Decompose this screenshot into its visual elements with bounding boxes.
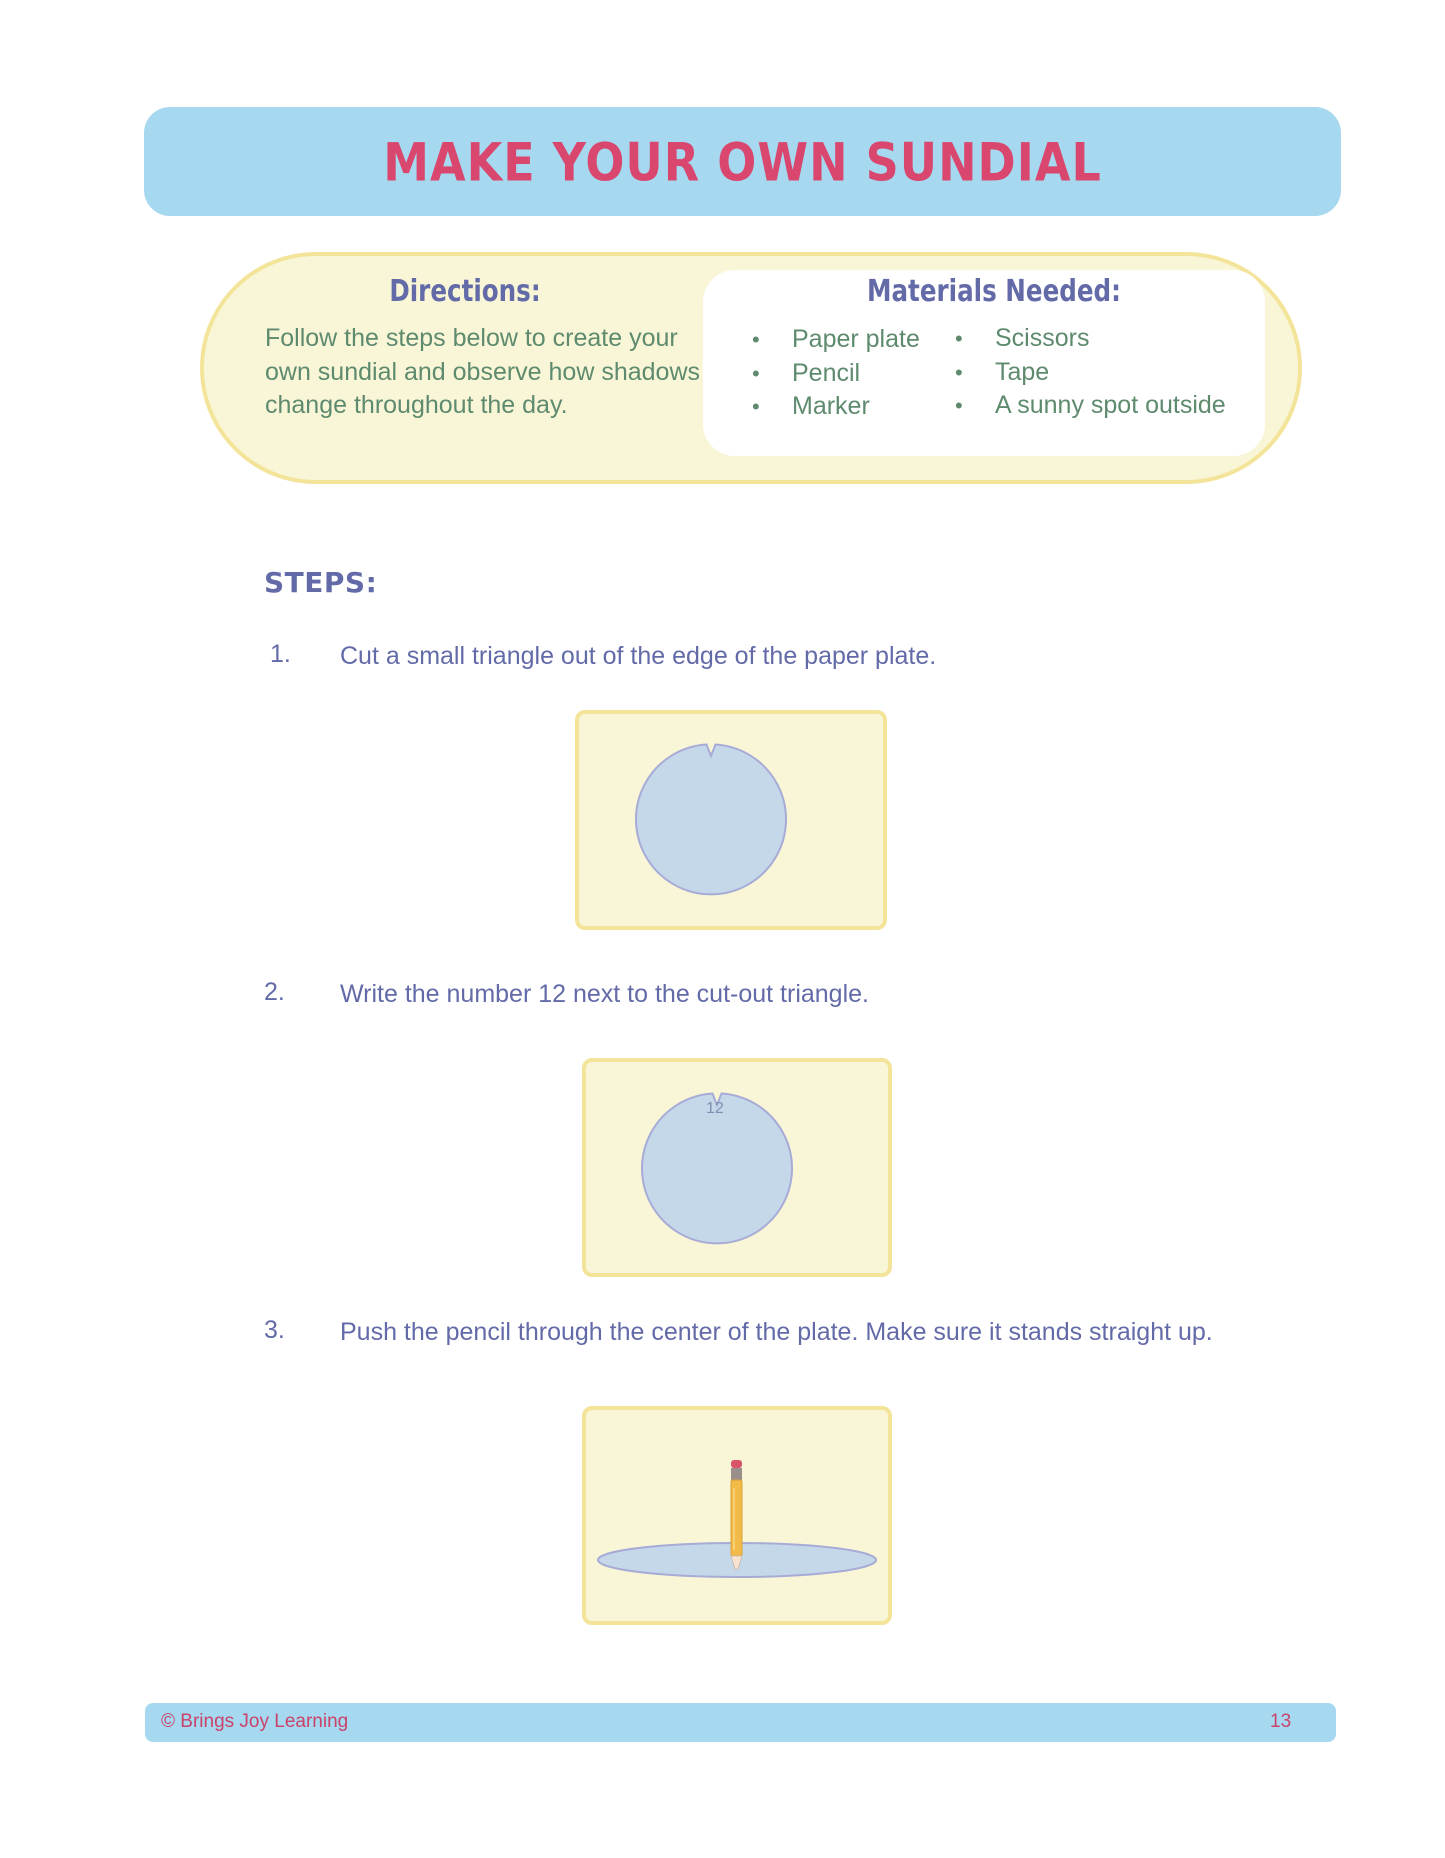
materials-heading: Materials Needed:	[866, 274, 1122, 309]
step-text: Cut a small triangle out of the edge of the paper plate.	[340, 642, 937, 670]
copyright-text: © Brings Joy Learning	[161, 1711, 349, 1732]
page-number: 13	[1270, 1711, 1292, 1732]
page-title: MAKE YOUR OWN SUNDIAL	[383, 130, 1102, 193]
paper-plate-with-12-icon	[586, 1062, 888, 1273]
directions-heading: Directions:	[389, 274, 541, 309]
pencil-icon	[731, 1460, 742, 1569]
materials-list-column-2	[955, 322, 1226, 423]
material-item: • Marker	[752, 390, 920, 424]
step-number: 3.	[264, 1316, 285, 1344]
material-item: • A sunny spot outside	[955, 389, 1226, 423]
step-2-illustration	[582, 1058, 892, 1277]
step-1-illustration	[575, 710, 887, 930]
materials-list-column-1	[752, 323, 920, 424]
step-text: Push the pencil through the center of the plate. Make sure it stands straight up.	[340, 1318, 1213, 1346]
step-number: 1.	[270, 640, 291, 668]
step-3-illustration	[582, 1406, 892, 1625]
steps-heading: STEPS:	[264, 566, 378, 599]
paper-plate-notch-icon	[579, 714, 883, 926]
material-item: • Tape	[955, 356, 1226, 390]
step-text: Write the number 12 next to the cut-out triangle.	[340, 980, 869, 1008]
material-item: • Scissors	[955, 322, 1226, 356]
directions-text: Follow the steps below to create your own sundial and observe how shadows change throughout the day.	[265, 324, 700, 419]
step-number: 2.	[264, 978, 285, 1006]
pencil-through-plate-icon	[586, 1410, 888, 1621]
material-item: • Paper plate	[752, 323, 920, 357]
plate-label-12: 12	[706, 1100, 724, 1117]
material-item: • Pencil	[752, 357, 920, 391]
title-banner	[144, 107, 1341, 216]
